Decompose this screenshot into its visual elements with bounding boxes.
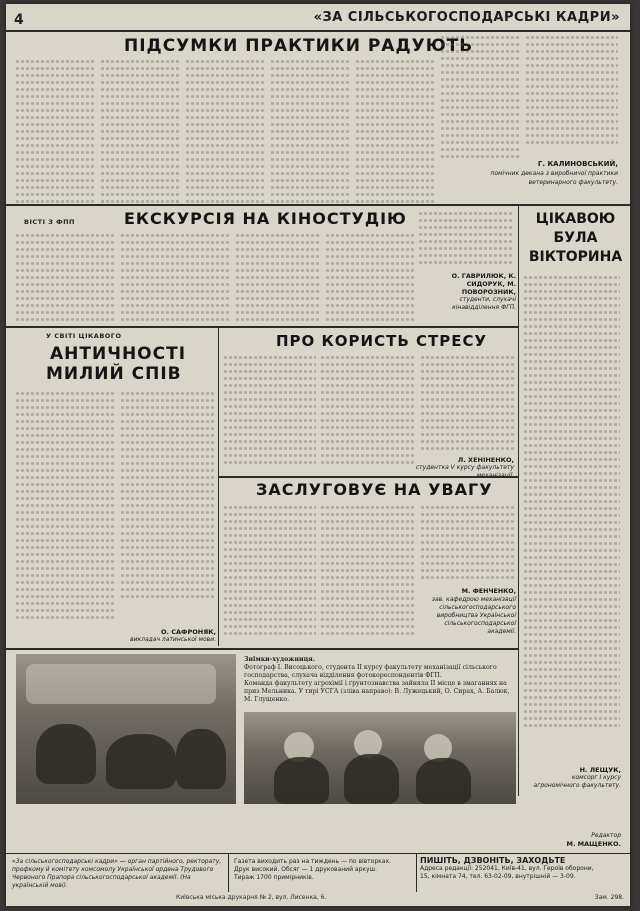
footer-middle-3: Тираж 1700 примірників. <box>234 874 314 881</box>
footer-right <box>420 857 626 881</box>
antiquity-headline-2: МИЛИЙ СПІВ <box>46 364 182 384</box>
footer-divider-2 <box>416 854 417 892</box>
photo-caption <box>244 656 514 704</box>
practice-headline: ПІДСУМКИ ПРАКТИКИ РАДУЮТЬ <box>124 36 474 56</box>
excursion-column-4 <box>326 232 414 324</box>
antiquity-author: О. САФРОНЯК, <box>160 628 216 636</box>
stress-column-2 <box>321 354 416 472</box>
editor-block <box>526 832 621 848</box>
antiquity-column-1 <box>16 390 116 625</box>
excursion-column-1 <box>16 232 116 324</box>
attention-signature <box>416 588 516 636</box>
photo-left <box>16 654 236 804</box>
attention-author-role: зав. кафедрою механізації сільськогосподарського виробництва Української сільськогосподарської академії. <box>431 596 516 635</box>
victorina-signature <box>526 766 621 790</box>
practice-author: Г. КАЛИНОВСЬКИЙ, <box>537 160 618 168</box>
newspaper-title: «ЗА СІЛЬСЬКОГОСПОДАРСЬКІ КАДРИ» <box>313 10 620 25</box>
antiquity-column-2 <box>121 390 216 625</box>
victorina-author: Н. ЛЕЩУК, <box>579 766 621 774</box>
excursion-headline: ЕКСКУРСІЯ НА КІНОСТУДІЮ <box>124 209 407 228</box>
practice-signature <box>446 160 618 187</box>
excursion-column-3 <box>236 232 321 324</box>
footer-divider-1 <box>228 854 229 892</box>
attention-column-1 <box>224 504 316 644</box>
right-column-divider <box>518 206 519 796</box>
attention-headline: ЗАСЛУГОВУЄ НА УВАГУ <box>256 480 493 499</box>
excursion-authors: О. ГАВРИЛЮК, К. СИДОРУК, М. ПОВОРОЗНИК, <box>451 272 516 296</box>
editor-label: Редактор <box>591 832 621 839</box>
footer-order: Зам. 298. <box>594 894 624 901</box>
footer-middle <box>234 858 414 882</box>
stress-column-1 <box>224 354 316 472</box>
stress-bottom-rule <box>218 476 518 478</box>
footer-left: «За сільськогосподарські кадри» — орган партійного, ректорату, профкому й комітету комсомолу Української ордена Трудового Червоного Прапора сільськогосподарської академії. (На українській мові). <box>12 858 222 889</box>
photo-top-rule <box>6 648 518 650</box>
editor-name: М. МАЩЕНКО. <box>566 840 621 848</box>
victorina-headline: ЦІКАВОЮ БУЛА ВІКТОРИНА <box>528 211 623 265</box>
excursion-signature <box>416 272 516 312</box>
footer <box>6 853 630 906</box>
antiquity-signature <box>106 628 216 644</box>
footer-middle-2: Друк високий. Обсяг — 1 друкований аркуш. <box>234 866 377 873</box>
photo-caption-title: Знімки-художниця. <box>244 656 315 663</box>
practice-column-2 <box>101 58 181 206</box>
practice-column-4 <box>271 58 351 206</box>
victorina-author-role: комсорг I курсу агрономічного факультету. <box>533 774 621 789</box>
attention-column-2 <box>321 504 416 644</box>
stress-author-role: студентка V курсу факультету <box>415 464 514 471</box>
victorina-body <box>524 274 620 729</box>
excursion-bottom-rule <box>6 326 518 328</box>
antiquity-author-role: викладач латинської мови. <box>130 636 216 643</box>
stress-headline: ПРО КОРИСТЬ СТРЕСУ <box>276 332 488 350</box>
attention-column-3 <box>421 504 514 584</box>
stress-column-3 <box>421 354 514 454</box>
attention-author: М. ФЕНЧЕНКО, <box>461 588 516 595</box>
photo-right <box>244 712 516 804</box>
antiquity-divider <box>218 328 219 646</box>
practice-bottom-rule <box>6 204 630 206</box>
antiquity-headline-1: АНТИЧНОСТІ <box>50 344 187 364</box>
excursion-column-2 <box>121 232 231 324</box>
newspaper-page <box>6 4 630 906</box>
footer-right-1: Адреса редакції: 252041, Київ-41, вул. Героїв оборони, <box>420 865 594 872</box>
excursion-rubric: ВІСТІ З ФПП <box>24 218 75 226</box>
practice-author-role: помічник декана з виробничої практики ветеринарного факультету. <box>490 170 618 186</box>
page-number: 4 <box>14 12 24 28</box>
stress-author: Л. ХЕНІНЕНКО, <box>457 456 514 464</box>
footer-printer: Київська міська друкарня № 2, вул. Лисенка, 6. <box>176 894 327 901</box>
practice-column-5 <box>356 58 436 206</box>
header-rule <box>6 30 630 32</box>
excursion-column-5 <box>419 210 514 270</box>
practice-column-3 <box>186 58 266 206</box>
excursion-authors-role: студенти, слухачі кінавідділення ФГП. <box>452 296 516 311</box>
footer-right-2: 15, кімната 74, тел. 63-02-09, внутрішній — 3-09. <box>420 873 576 880</box>
photo-caption-text-1: Фотограф І. Висоцького, студента II курсу факультету механізації сільського господарства, слухача відділення фотокореспондентів ФГП. <box>244 664 497 679</box>
practice-column-1 <box>16 58 96 206</box>
footer-right-title: ПИШІТЬ, ДЗВОНІТЬ, ЗАХОДЬТЕ <box>420 856 566 865</box>
photo-caption-text-2: Команда факультету агрохімії і ґрунтознавства зайняла II місце в змаганнях на приз Мельника. У тирі УСГА (зліва направо): В. Лужецький, О. Сирах, А. Балюк, М. Глущенко. <box>244 680 510 703</box>
footer-middle-1: Газета виходить раз на тиждень — по вівторках. <box>234 858 391 865</box>
antiquity-rubric: У СВІТІ ЦІКАВОГО <box>46 332 122 340</box>
practice-column-7 <box>526 34 618 149</box>
practice-column-6 <box>441 34 521 164</box>
